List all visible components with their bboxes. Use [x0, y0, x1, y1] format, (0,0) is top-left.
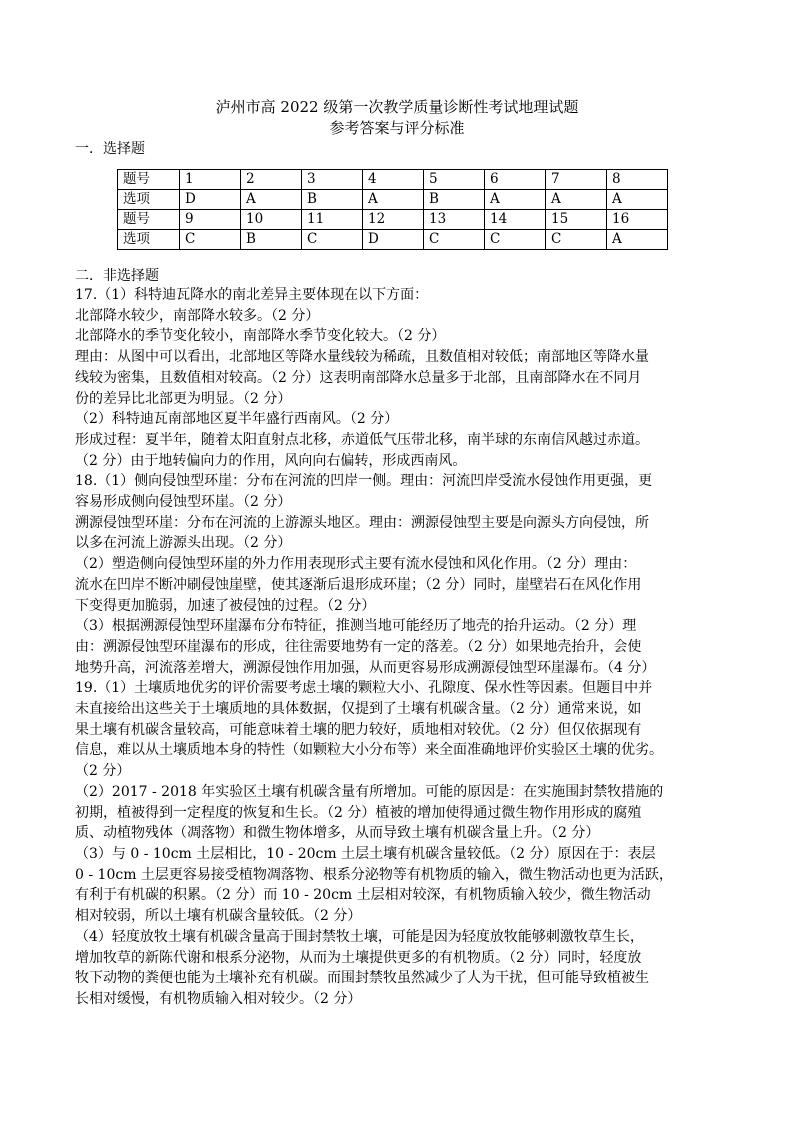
- answer-line: 线较为密集，且数值相对较高。（2 分）这表明南部降水总量多于北部，且南部降水在不同月: [75, 369, 642, 386]
- answer-line: （2）2017 - 2018 年实验区土壤有机碳含量有所增加。可能的原因是：在实施围封禁牧措施的: [75, 783, 664, 800]
- table-cell: A: [241, 190, 302, 210]
- table-cell: B: [424, 190, 485, 210]
- answer-line: 理由：从图中可以看出，北部地区等降水量线较为稀疏，且数值相对较低；南部地区等降水量: [75, 349, 649, 366]
- table-cell: B: [241, 230, 302, 250]
- section-heading-nonchoice: 二．非选择题: [75, 268, 159, 284]
- answer-line: （4）轻度放牧土壤有机碳含量高于围封禁牧土壤，可能是因为轻度放牧能够刺激牧草生长，: [75, 928, 644, 945]
- table-row: [118, 210, 668, 230]
- table-cell: 3: [302, 170, 363, 190]
- answer-line: 初期，植被得到一定程度的恢复和生长。（2 分）植被的增加使得通过微生物作用形成的腐殖: [75, 804, 642, 821]
- answer-line: 17.（1）科特迪瓦降水的南北差异主要体现在以下方面：: [75, 287, 429, 303]
- table-cell: 8: [607, 170, 668, 190]
- answer-line: （2）塑造侧向侵蚀型环崖的外力作用表现形式主要有流水侵蚀和风化作用。（2 分）理由：: [75, 556, 637, 573]
- answer-line: 牧下动物的粪便也能为土壤补充有机碳。而围封禁牧虽然减少了人为干扰，但可能导致植被生: [75, 970, 649, 987]
- table-cell: 16: [607, 210, 668, 230]
- table-row-label: 题号: [118, 210, 180, 230]
- table-cell: C: [424, 230, 485, 250]
- answer-line: （2 分）由于地转偏向力的作用，风向向右偏转，形成西南风。: [75, 452, 467, 469]
- answer-line: 北部降水的季节变化较小，南部降水季节变化较大。（2 分）: [75, 328, 446, 345]
- table-cell: A: [485, 190, 546, 210]
- page-subtitle: 参考答案与评分标准: [329, 119, 465, 137]
- table-row: [118, 230, 668, 250]
- answer-line: （2 分）: [75, 763, 131, 780]
- table-cell: C: [485, 230, 546, 250]
- table-row-label: 选项: [118, 230, 180, 250]
- answer-line: （3）与 0 - 10cm 土层相比，10 - 20cm 土层土壤有机碳含量较低。（2 分）原因在于：表层: [75, 845, 656, 862]
- table-cell: 10: [241, 210, 302, 230]
- table-cell: A: [363, 190, 424, 210]
- table-cell: C: [546, 230, 607, 250]
- table-row-label: 题号: [118, 170, 180, 190]
- answer-line: 相对较弱，所以土壤有机碳含量较低。（2 分）: [75, 908, 362, 925]
- answer-line: 由：溯源侵蚀型环崖瀑布的形成，往往需要地势有一定的落差。（2 分）如果地壳抬升，会使: [75, 638, 642, 655]
- answer-line: 流水在凹岸不断冲刷侵蚀崖壁，使其逐渐后退形成环崖；（2 分）同时，崖壁岩石在风化作用: [75, 576, 642, 593]
- table-cell: 5: [424, 170, 485, 190]
- answer-line: 形成过程：夏半年，随着太阳直射点北移，赤道低气压带北移，南半球的东南信风越过赤道。: [75, 431, 649, 448]
- table-cell: 9: [180, 210, 241, 230]
- answer-body: [75, 285, 725, 1010]
- page-title: 泸州市高 2022 级第一次教学质量诊断性考试地理试题: [215, 98, 579, 116]
- answer-table: [117, 169, 668, 250]
- answer-line: 质、动植物残体（凋落物）和微生物体增多，从而导致土壤有机碳含量上升。（2 分）: [75, 825, 600, 842]
- table-cell: A: [607, 190, 668, 210]
- answer-line: 0 - 10cm 土层更容易接受植物凋落物、根系分泌物等有机物质的输入，微生物活动也更为活跃，: [75, 866, 673, 883]
- answer-line: 未直接给出这些关于土壤质地的具体数据，仅提到了土壤有机碳含量。（2 分）通常来说，如: [75, 701, 642, 718]
- table-cell: D: [180, 190, 241, 210]
- answer-line: 19.（1）土壤质地优劣的评价需要考虑土壤的颗粒大小、孔隙度、保水性等因素。但题目中并: [75, 680, 653, 697]
- table-row: [118, 170, 668, 190]
- table-cell: 13: [424, 210, 485, 230]
- table-row-label: 选项: [118, 190, 180, 210]
- table-row: [118, 190, 668, 210]
- table-cell: 4: [363, 170, 424, 190]
- table-cell: 2: [241, 170, 302, 190]
- table-cell: C: [302, 230, 363, 250]
- answer-line: 北部降水较少，南部降水较多。（2 分）: [75, 307, 320, 324]
- answer-line: 果土壤有机碳含量较高，可能意味着土壤的肥力较好，质地相对较优。（2 分）但仅依据现有: [75, 721, 642, 738]
- answer-line: （3）根据溯源侵蚀型环崖瀑布分布特征，推测当地可能经历了地壳的抬升运动。（2 分）理: [75, 618, 637, 635]
- table-cell: 11: [302, 210, 363, 230]
- answer-line: 18.（1）侧向侵蚀型环崖：分布在河流的凹岸一侧。理由：河流凹岸受流水侵蚀作用更强，更: [75, 473, 653, 490]
- answer-line: （2）科特迪瓦南部地区夏半年盛行西南风。（2 分）: [75, 411, 399, 428]
- answer-line: 地势升高，河流落差增大，溯源侵蚀作用加强，从而更容易形成溯源侵蚀型环崖瀑布。（4 分）: [75, 659, 656, 676]
- table-cell: 6: [485, 170, 546, 190]
- table-cell: 1: [180, 170, 241, 190]
- answer-line: 溯源侵蚀型环崖：分布在河流的上游源头地区。理由：溯源侵蚀型主要是向源头方向侵蚀，所: [75, 514, 649, 531]
- answer-line: 长相对缓慢，有机物质输入相对较少。（2 分）: [75, 990, 362, 1007]
- answer-line: 有利于有机碳的积累。（2 分）而 10 - 20cm 土层相对较深，有机物质输入较少，微生物活动: [75, 887, 651, 904]
- answer-line: 下变得更加脆弱，加速了被侵蚀的过程。（2 分）: [75, 597, 376, 614]
- answer-line: 信息，难以从土壤质地本身的特性（如颗粒大小分布等）来全面准确地评价实验区土壤的优劣。: [75, 742, 663, 759]
- table-cell: 15: [546, 210, 607, 230]
- table-cell: 14: [485, 210, 546, 230]
- answer-line: 以多在河流上游源头出现。（2 分）: [75, 535, 292, 552]
- section-heading-choice: 一．选择题: [75, 141, 145, 157]
- table-cell: B: [302, 190, 363, 210]
- table-cell: A: [607, 230, 668, 250]
- answer-line: 容易形成侧向侵蚀型环崖。（2 分）: [75, 494, 292, 511]
- table-cell: A: [546, 190, 607, 210]
- table-cell: 7: [546, 170, 607, 190]
- table-cell: C: [180, 230, 241, 250]
- answer-line: 增加牧草的新陈代谢和根系分泌物，从而为土壤提供更多的有机物质。（2 分）同时，轻度放: [75, 949, 642, 966]
- table-cell: 12: [363, 210, 424, 230]
- table-cell: D: [363, 230, 424, 250]
- answer-line: 份的差异比北部更为明显。（2 分）: [75, 390, 292, 407]
